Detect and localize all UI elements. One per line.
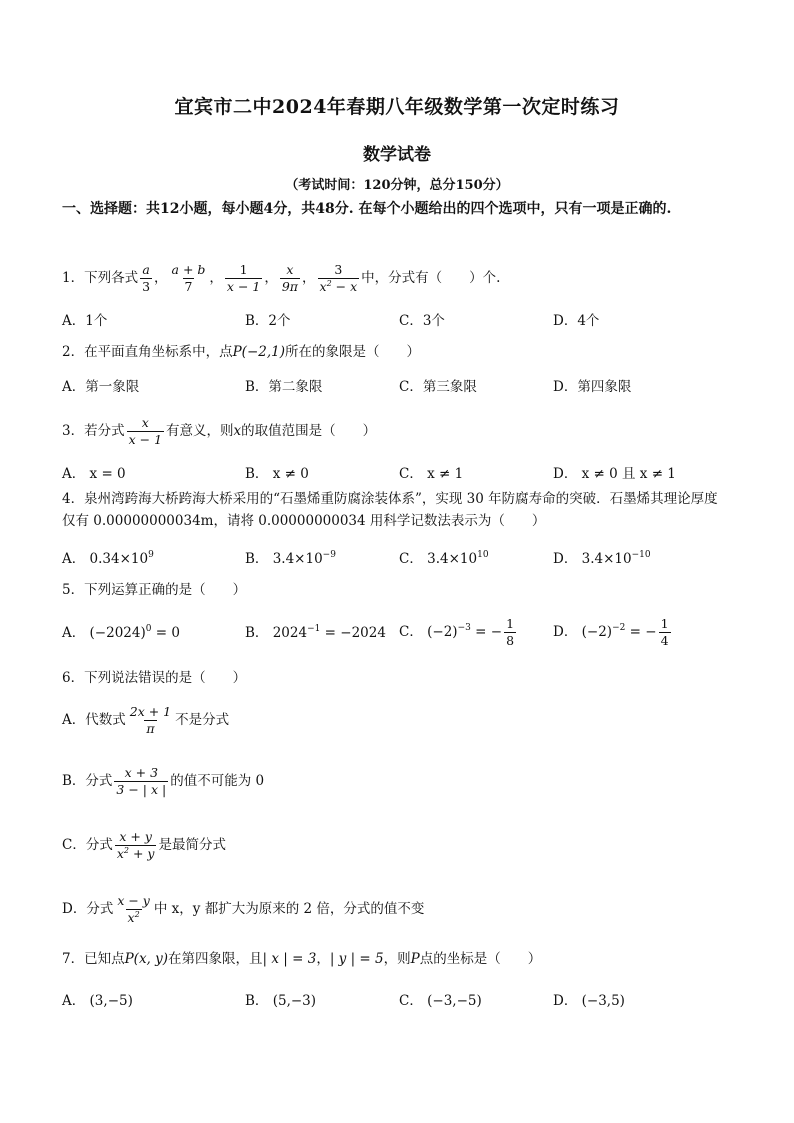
q7-option-d[interactable]: D． (−3,5)	[553, 993, 625, 1009]
q1-fraction-2: $\frac{a + b}{7}$	[171, 262, 206, 294]
q6-option-b[interactable]: B．分式 $\frac{x + 3}{3 - | x |}$ 的值不可能为 0	[62, 765, 265, 797]
q7-option-a[interactable]: A． (3,−5)	[62, 993, 133, 1009]
q3-option-b[interactable]: B． x ≠ 0	[245, 466, 309, 482]
q2-point: P(−2,1)	[232, 344, 285, 360]
question-3: 3．若分式 $\frac{x}{x - 1}$ 有意义，则x的取值范围是（ ）	[62, 415, 377, 447]
q1-sep: ，	[154, 270, 168, 286]
q5-option-a[interactable]: A． $(-2024)^0 = 0$	[62, 624, 180, 641]
question-6: 6．下列说法错误的是（ ）	[62, 670, 247, 686]
question-2: 2．在平面直角坐标系中，点P(−2,1)所在的象限是（ ）	[62, 344, 420, 360]
exam-meta: （考试时间：120分钟，总分150分）	[285, 178, 509, 193]
exam-subtitle: 数学试卷	[363, 145, 431, 165]
q5-options	[62, 616, 742, 656]
q6-option-c[interactable]: C．分式 $\frac{x + y}{x^2 + y}$ 是最简分式	[62, 829, 226, 861]
q1-option-a[interactable]: A．1个	[62, 313, 108, 329]
q1-options	[62, 310, 742, 332]
section-heading-choice: 一、选择题：共12小题，每小题4分，共48分. 在每个小题给出的四个选项中，只有一项是正确的.	[62, 201, 672, 217]
q1-sep: ，	[209, 270, 223, 286]
q4-option-d[interactable]: D． $3.4\times 10^{-10}$	[553, 550, 651, 567]
q1-fraction-4: $\frac{x}{9\pi}$	[281, 262, 299, 294]
q5-option-c[interactable]: C． $(-2)^{-3}$ = − $\frac{1}{8}$	[399, 616, 515, 648]
question-5: 5．下列运算正确的是（ ）	[62, 582, 247, 598]
q5-option-b[interactable]: B． $2024^{-1} = -2024$	[245, 624, 386, 641]
q4-options	[62, 548, 742, 570]
question-1	[62, 262, 742, 295]
q3-option-a[interactable]: A． x = 0	[62, 466, 126, 482]
q2-option-a[interactable]: A．第一象限	[62, 379, 140, 395]
q3-option-d[interactable]: D． x ≠ 0 且 x ≠ 1	[553, 466, 676, 482]
q2-option-b[interactable]: B．第二象限	[245, 379, 323, 395]
q1-sep: ，	[302, 270, 316, 286]
q1-sep: ，	[264, 270, 278, 286]
q1-prefix: 1．下列各式	[62, 270, 139, 286]
q1-suffix: 中，分式有（ ）个.	[361, 270, 501, 286]
exam-title: 宜宾市二中2024年春期八年级数学第一次定时练习	[174, 96, 620, 118]
q1-fraction-1: $\frac{a}{3}$	[142, 262, 151, 294]
q1-fraction-5: $\frac{3}{x^2 - x}$	[319, 262, 358, 294]
q7-option-b[interactable]: B． (5,−3)	[245, 993, 317, 1009]
q2-options	[62, 376, 742, 398]
q5-option-d[interactable]: D． $(-2)^{-2}$ = − $\frac{1}{4}$	[553, 616, 669, 648]
q6-option-a[interactable]: A．代数式 $\frac{2x + 1}{\pi}$ 不是分式	[62, 704, 230, 736]
q1-option-b[interactable]: B．2个	[245, 313, 291, 329]
q1-fraction-3: $\frac{1}{x - 1}$	[226, 262, 261, 294]
question-4: 4．泉州湾跨海大桥跨海大桥采用的“石墨烯重防腐涂装体系”，实现 30 年防腐寿命的突破．石墨烯其理论厚度仅有 0.00000000034m，请将 0.00000000034 用科学记数法表示为（ ）	[62, 491, 718, 529]
q4-option-b[interactable]: B． $3.4\times 10^{-9}$	[245, 550, 336, 567]
q3-options	[62, 463, 742, 485]
q1-option-d[interactable]: D．4个	[553, 313, 600, 329]
q7-options	[62, 990, 742, 1012]
question-7: 7．已知点P(x, y)在第四象限，且| x | = 3，| y | = 5，则P点的坐标是（ ）	[62, 951, 542, 967]
q3-fraction: $\frac{x}{x - 1}$	[128, 415, 163, 447]
q1-option-c[interactable]: C．3个	[399, 313, 445, 329]
q2-option-c[interactable]: C．第三象限	[399, 379, 477, 395]
q3-option-c[interactable]: C． x ≠ 1	[399, 466, 464, 482]
q2-option-d[interactable]: D．第四象限	[553, 379, 632, 395]
q4-option-c[interactable]: C． $3.4\times 10^{10}$	[399, 550, 489, 567]
q6-option-d[interactable]: D．分式 $\frac{x - y}{x^2}$ 中 x，y 都扩大为原来的 2 倍，分式的值不变	[62, 893, 425, 925]
q4-option-a[interactable]: A． $0.34\times 10^9$	[62, 550, 154, 567]
q7-option-c[interactable]: C． (−3,−5)	[399, 993, 482, 1009]
